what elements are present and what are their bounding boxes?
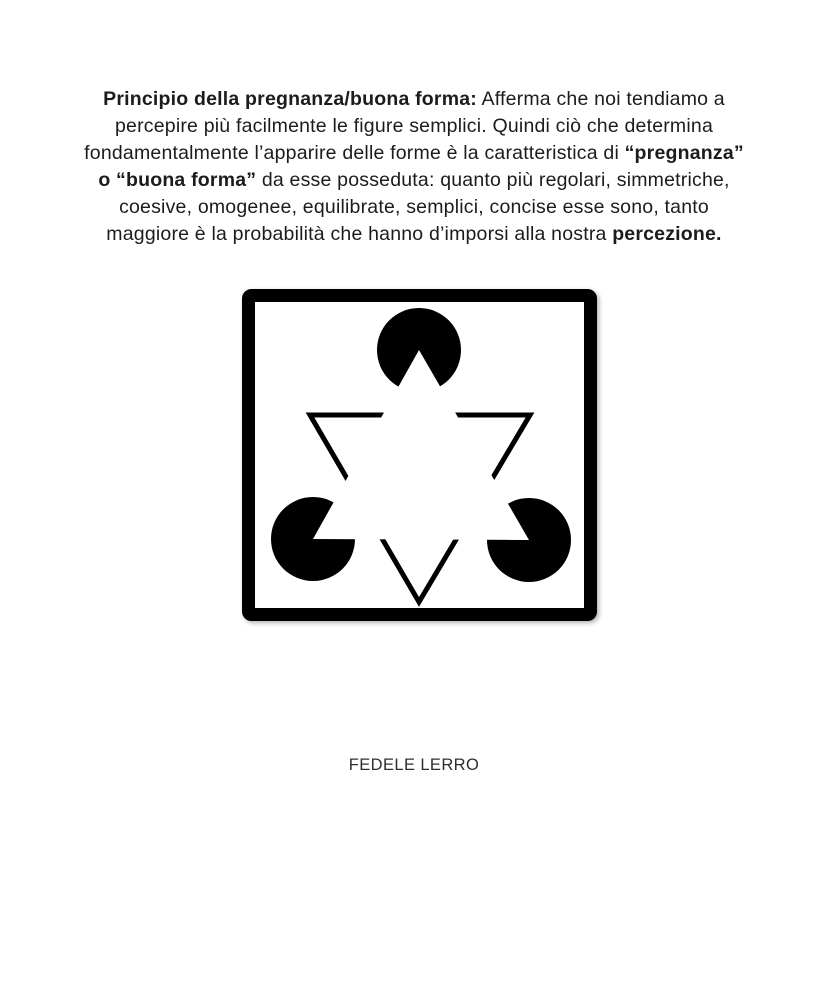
paragraph-line	[54, 113, 774, 140]
bold-text-segment: o “buona forma”	[98, 169, 257, 191]
bold-text-segment: Principio della pregnanza/buona forma:	[103, 88, 477, 110]
text-segment: fondamentalmente l’apparire delle forme è la caratteristica di	[84, 142, 625, 164]
paragraph-line	[54, 167, 774, 194]
kanizsa-svg	[242, 289, 597, 621]
bold-text-segment: “pregnanza”	[624, 142, 744, 164]
text-segment: maggiore è la probabilità che hanno d’imporsi alla nostra	[106, 223, 613, 245]
principle-paragraph	[54, 86, 774, 248]
paragraph-line	[54, 194, 774, 221]
text-segment: da esse posseduta: quanto più regolari, simmetriche,	[256, 169, 730, 191]
kanizsa-triangle-figure	[242, 289, 597, 621]
paragraph-line	[54, 221, 774, 248]
paragraph-line	[54, 140, 774, 167]
text-segment: coesive, omogenee, equilibrate, semplici, concise esse sono, tanto	[119, 196, 709, 218]
author-name: FEDELE LERRO	[348, 756, 480, 774]
paragraph-line	[54, 86, 774, 113]
text-segment: Afferma che noi tendiamo a	[476, 88, 725, 110]
text-segment: percepire più facilmente le figure semplici. Quindi ciò che determina	[115, 115, 713, 137]
bold-text-segment: percezione.	[612, 223, 722, 245]
